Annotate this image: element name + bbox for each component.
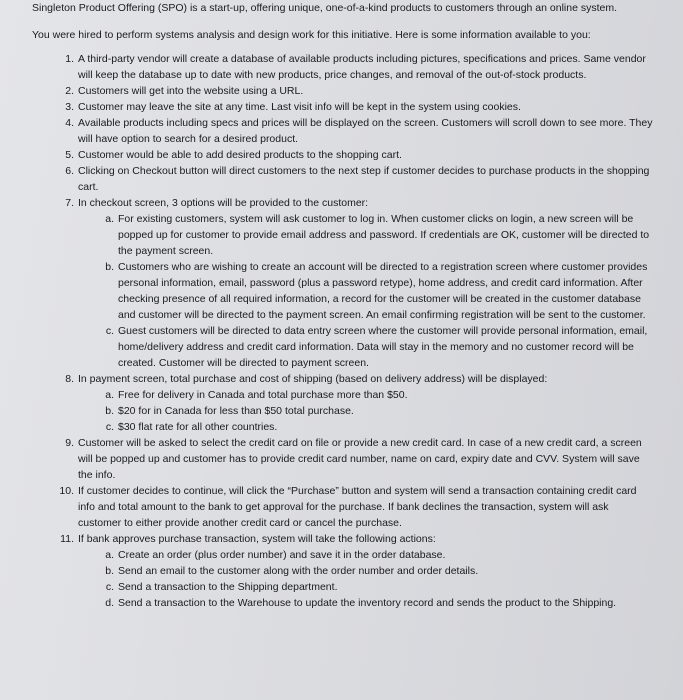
sub-item-text: Send an email to the customer along with the order number and order details.: [118, 565, 479, 577]
item-number: 1.: [65, 53, 74, 65]
sub-item-text: Send a transaction to the Warehouse to update the inventory record and sends the product to the Shipping.: [118, 597, 617, 609]
sub-list-item: [105, 547, 653, 563]
list-item: [65, 83, 653, 99]
sub-item-letter: c.: [105, 581, 114, 593]
item-text: In checkout screen, 3 options will be provided to the customer:: [78, 197, 369, 209]
item-number: 7.: [65, 197, 74, 209]
sub-item-letter: b.: [105, 405, 114, 417]
list-item: [59, 483, 653, 531]
sub-list-item: [105, 419, 653, 435]
item-text: A third-party vendor will create a database of available products including pictures, specifications and prices. Same vendor will keep the database up to date with new products, price changes, and removal of the out-of-stock products.: [78, 53, 646, 81]
item-text: In payment screen, total purchase and cost of shipping (based on delivery address) will be displayed:: [78, 373, 548, 385]
sub-item-letter: a.: [105, 213, 114, 225]
sub-item-text: Customers who are wishing to create an account will be directed to a registration screen where customer provides personal information, email, password (plus a password retype), home address, and credit card information. After checking presence of all required information, a record for the customer will be created in the customer database and customer will be directed to the payment screen. An email confirming registration will be sent to the customer.: [118, 261, 648, 321]
checkout-options-list: [78, 211, 653, 371]
sub-list-item: [105, 595, 653, 611]
item-number: 3.: [65, 101, 74, 113]
item-text: Customer may leave the site at any time. Last visit info will be kept in the system using cookies.: [78, 101, 521, 113]
sub-list-item: [105, 211, 653, 259]
sub-item-letter: d.: [105, 597, 114, 609]
sub-item-text: Create an order (plus order number) and save it in the order database.: [118, 549, 446, 561]
intro-paragraph: Singleton Product Offering (SPO) is a start-up, offering unique, one-of-a-kind products to customers through an online system.: [32, 2, 618, 14]
sub-item-text: Send a transaction to the Shipping department.: [118, 581, 338, 593]
list-item: [60, 531, 653, 611]
sub-list-item: [105, 259, 653, 323]
list-item: [65, 115, 653, 147]
list-item: [65, 371, 653, 435]
sub-item-text: $20 for in Canada for less than $50 total purchase.: [118, 405, 354, 417]
item-number: 5.: [65, 149, 74, 161]
sub-item-text: For existing customers, system will ask customer to log in. When customer clicks on login, a new screen will be popped up for customer to provide email address and password. If credentials are OK, customer will be directed to the payment screen.: [118, 213, 650, 257]
list-item: [65, 195, 653, 371]
item-text: If customer decides to continue, will click the “Purchase” button and system will send a transaction containing credit card info and total amount to the bank to get approval for the purchase. If bank declines the transaction, system will ask customer to either provide another credit card or cancel the purchase.: [78, 485, 637, 529]
list-item: [65, 51, 653, 83]
sub-list-item: [105, 403, 653, 419]
sub-item-letter: b.: [105, 565, 114, 577]
list-item: [65, 99, 653, 115]
sub-item-letter: b.: [105, 261, 114, 273]
item-number: 11.: [60, 533, 74, 545]
item-number: 10.: [59, 485, 74, 497]
sub-item-text: Guest customers will be directed to data entry screen where the customer will provide personal information, email, home/delivery address and credit card information. Data will stay in the memory and no customer record will be created. Customer will be directed to payment screen.: [118, 325, 648, 369]
item-number: 8.: [65, 373, 74, 385]
list-item: [65, 147, 653, 163]
sub-item-text: Free for delivery in Canada and total purchase more than $50.: [118, 389, 408, 401]
item-text: Clicking on Checkout button will direct customers to the next step if customer decides to purchase products in the shopping cart.: [78, 165, 650, 193]
item-text: Customers will get into the website using a URL.: [78, 85, 304, 97]
hire-paragraph: You were hired to perform systems analysis and design work for this initiative. Here is some information available to you:: [32, 29, 591, 41]
item-number: 6.: [65, 165, 74, 177]
sub-list-item: [105, 579, 653, 595]
sub-list-item: [105, 387, 653, 403]
item-number: 2.: [65, 85, 74, 97]
sub-item-text: $30 flat rate for all other countries.: [118, 421, 278, 433]
item-number: 4.: [65, 117, 74, 129]
item-text: Available products including specs and prices will be displayed on the screen. Customers will scroll down to see more. They will have option to search for a desired product.: [78, 117, 653, 145]
sub-list-item: [105, 323, 653, 371]
sub-list-item: [105, 563, 653, 579]
item-number: 9.: [65, 437, 74, 449]
sub-item-letter: a.: [105, 549, 114, 561]
list-item: [65, 435, 653, 483]
item-text: If bank approves purchase transaction, system will take the following actions:: [78, 533, 436, 545]
sub-item-letter: a.: [105, 389, 114, 401]
item-text: Customer will be asked to select the credit card on file or provide a new credit card. In case of a new credit card, a screen will be popped up and customer has to provide credit card number, name on card, expiry date and CVV. System will save the info.: [78, 437, 642, 481]
requirements-list: [32, 51, 653, 611]
approval-actions-list: [78, 547, 653, 611]
shipping-rates-list: [78, 387, 653, 435]
sub-item-letter: c.: [105, 325, 114, 337]
item-text: Customer would be able to add desired products to the shopping cart.: [78, 149, 402, 161]
list-item: [65, 163, 653, 195]
sub-item-letter: c.: [105, 421, 114, 433]
